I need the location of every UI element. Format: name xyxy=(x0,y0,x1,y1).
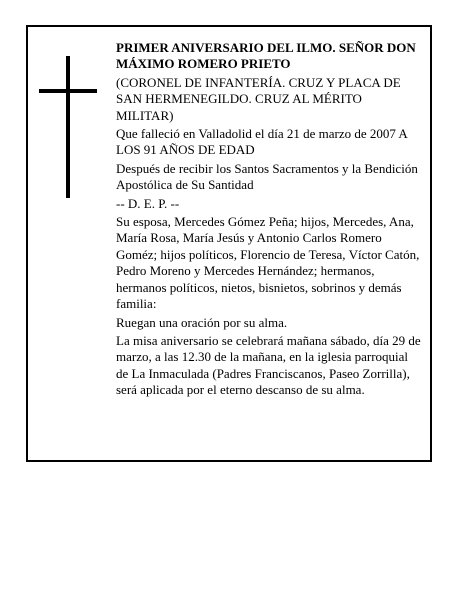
notice-family: Su esposa, Mercedes Gómez Peña; hijos, Mercedes, Ana, María Rosa, María Jesús y Antonio Carlos Romero Goméz; hijos políticos, Florencio de Teresa, Víctor Catón, Pedro Moreno y Mercedes Hernández; hermanos, hermanos políticos, nietos, bisnietos, sobrinos y demás familia: xyxy=(116,214,420,312)
notice-text xyxy=(116,40,422,401)
cross-horizontal-bar xyxy=(39,89,97,93)
notice-death-info: Que falleció en Valladolid el día 21 de marzo de 2007 A LOS 91 AÑOS DE EDAD xyxy=(116,126,408,158)
notice-honors: (CORONEL DE INFANTERÍA. CRUZ Y PLACA DE SAN HERMENEGILDO. CRUZ AL MÉRITO MILITAR) xyxy=(116,74,401,123)
cross-vertical-bar xyxy=(66,56,70,198)
notice-prayer: Ruegan una oración por su alma. xyxy=(116,314,288,330)
notice-rip: -- D. E. P. -- xyxy=(116,195,180,211)
notice-mass: La misa aniversario se celebrará mañana sábado, día 29 de marzo, a las 12.30 de la mañana, en la iglesia parroquial de La Inmaculada (Padres Franciscanos, Paseo Zorrilla), será aplicada por el eterno descanso de su alma. xyxy=(116,332,421,398)
cross-icon xyxy=(39,56,97,198)
notice-title: PRIMER ANIVERSARIO DEL ILMO. SEÑOR DON MÁXIMO ROMERO PRIETO xyxy=(116,40,416,72)
notice-sacraments: Después de recibir los Santos Sacramentos y la Bendición Apostólica de Su Santidad xyxy=(116,160,418,193)
obituary-notice xyxy=(26,25,432,462)
